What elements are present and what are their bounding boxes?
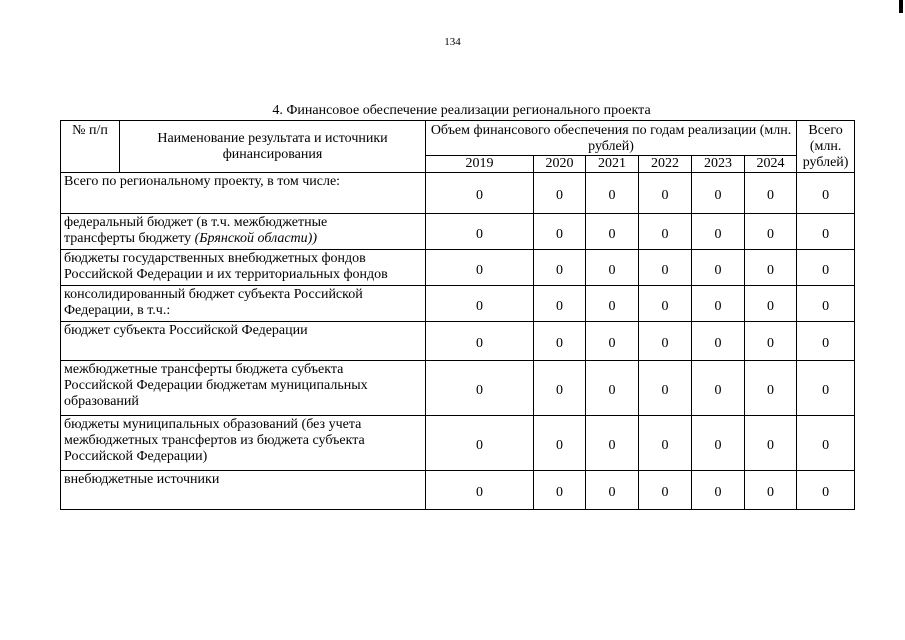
row-name: [61, 416, 426, 471]
header-year: 2024: [745, 156, 797, 173]
year-value-cell: 0: [586, 286, 639, 322]
header-year: 2019: [426, 156, 534, 173]
year-value-cell: 0: [692, 322, 745, 361]
row-name-line: Российской Федерации): [64, 449, 208, 464]
table-body: [61, 173, 855, 510]
table-row: [61, 286, 855, 322]
year-value-cell: 0: [426, 471, 534, 510]
row-name-line: Российской Федерации и их территориальных фондов: [64, 267, 388, 282]
section-title: 4. Финансовое обеспечение реализации регионального проекта: [272, 103, 651, 118]
year-value-cell: 0: [426, 214, 534, 250]
table-row: [61, 214, 855, 250]
page-number: 134: [444, 36, 461, 48]
total-value-cell: 0: [797, 173, 855, 214]
header-name: Наименование результата и источники финансирования: [120, 121, 426, 173]
header-year: 2020: [534, 156, 586, 173]
header-total: Всего (млн. рублей): [797, 121, 855, 173]
year-value-cell: 0: [692, 361, 745, 416]
year-value-cell: 0: [534, 361, 586, 416]
row-name: [61, 361, 426, 416]
year-value-cell: 0: [639, 322, 692, 361]
row-name-line: бюджет субъекта Российской Федерации: [64, 323, 308, 338]
year-value-cell: 0: [692, 471, 745, 510]
table-row: [61, 250, 855, 286]
year-value-cell: 0: [534, 416, 586, 471]
year-value-cell: 0: [534, 173, 586, 214]
funding-table: [60, 120, 855, 510]
header-year: 2023: [692, 156, 745, 173]
row-name-line: Федерации, в т.ч.:: [64, 303, 171, 318]
year-value-cell: 0: [745, 250, 797, 286]
header-year: 2022: [639, 156, 692, 173]
scan-edge-mark: [899, 0, 903, 13]
year-value-cell: 0: [586, 361, 639, 416]
year-value-cell: 0: [534, 322, 586, 361]
total-value-cell: 0: [797, 322, 855, 361]
year-value-cell: 0: [586, 250, 639, 286]
year-value-cell: 0: [534, 471, 586, 510]
row-name: [61, 286, 426, 322]
table-row: [61, 471, 855, 510]
year-value-cell: 0: [745, 286, 797, 322]
total-value-cell: 0: [797, 214, 855, 250]
row-name: [61, 214, 426, 250]
year-value-cell: 0: [586, 214, 639, 250]
row-name: [61, 471, 426, 510]
row-name-line: бюджеты государственных внебюджетных фондов: [64, 251, 366, 266]
row-name-line: Всего по региональному проекту, в том числе:: [64, 174, 341, 189]
table-row: [61, 361, 855, 416]
year-value-cell: 0: [586, 322, 639, 361]
row-name: [61, 173, 426, 214]
year-value-cell: 0: [586, 471, 639, 510]
row-name-line: Российской Федерации бюджетам муниципальных: [64, 378, 368, 393]
year-value-cell: 0: [534, 286, 586, 322]
year-value-cell: 0: [534, 250, 586, 286]
year-value-cell: 0: [692, 286, 745, 322]
row-name: [61, 250, 426, 286]
row-name-line: консолидированный бюджет субъекта Российской: [64, 287, 363, 302]
year-value-cell: 0: [586, 416, 639, 471]
row-name-line: межбюджетные трансферты бюджета субъекта: [64, 362, 344, 377]
total-value-cell: 0: [797, 250, 855, 286]
row-name-line: образований: [64, 394, 139, 409]
year-value-cell: 0: [639, 416, 692, 471]
row-name-line: трансферты бюджету: [64, 231, 195, 246]
year-value-cell: 0: [426, 173, 534, 214]
row-name-italic: (Брянской области)): [194, 231, 317, 246]
header-number: № п/п: [61, 121, 120, 173]
year-value-cell: 0: [426, 361, 534, 416]
row-name-line: бюджеты муниципальных образований (без учета: [64, 417, 362, 432]
year-value-cell: 0: [745, 214, 797, 250]
header-row-top: [61, 121, 855, 156]
year-value-cell: 0: [639, 173, 692, 214]
year-value-cell: 0: [426, 250, 534, 286]
row-name: [61, 322, 426, 361]
year-value-cell: 0: [745, 416, 797, 471]
table-row: [61, 322, 855, 361]
year-value-cell: 0: [426, 416, 534, 471]
year-value-cell: 0: [426, 322, 534, 361]
table-row: [61, 416, 855, 471]
year-value-cell: 0: [639, 286, 692, 322]
header-funding: Объем финансового обеспечения по годам реализации (млн. рублей): [426, 121, 797, 156]
year-value-cell: 0: [639, 250, 692, 286]
total-value-cell: 0: [797, 416, 855, 471]
total-value-cell: 0: [797, 471, 855, 510]
year-value-cell: 0: [692, 250, 745, 286]
year-value-cell: 0: [534, 214, 586, 250]
total-value-cell: 0: [797, 286, 855, 322]
row-name-line: внебюджетные источники: [64, 472, 220, 487]
year-value-cell: 0: [692, 416, 745, 471]
year-value-cell: 0: [586, 173, 639, 214]
year-value-cell: 0: [426, 286, 534, 322]
total-value-cell: 0: [797, 361, 855, 416]
year-value-cell: 0: [745, 173, 797, 214]
year-value-cell: 0: [639, 471, 692, 510]
table-row: [61, 173, 855, 214]
row-name-line: федеральный бюджет (в т.ч. межбюджетные: [64, 215, 328, 230]
year-value-cell: 0: [745, 361, 797, 416]
year-value-cell: 0: [639, 214, 692, 250]
row-name-line: межбюджетных трансфертов из бюджета субъекта: [64, 433, 365, 448]
year-value-cell: 0: [745, 322, 797, 361]
year-value-cell: 0: [692, 173, 745, 214]
year-value-cell: 0: [639, 361, 692, 416]
header-year: 2021: [586, 156, 639, 173]
year-value-cell: 0: [692, 214, 745, 250]
year-value-cell: 0: [745, 471, 797, 510]
